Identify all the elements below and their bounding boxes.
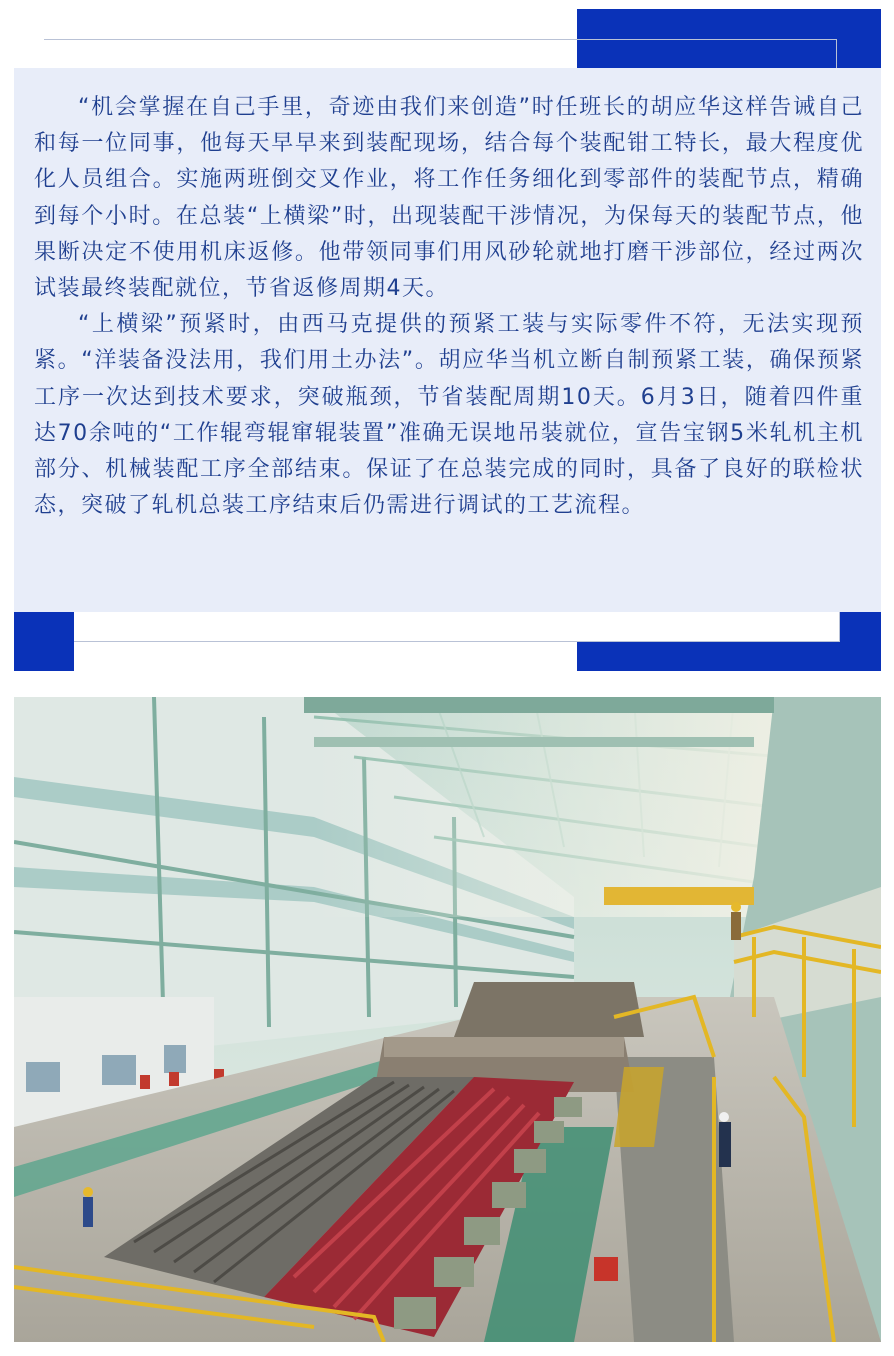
top-divider-line (44, 39, 837, 40)
rolling-mill-factory-hall-photo (14, 697, 881, 1342)
article-paragraph-1: “机会掌握在自己手里，奇迹由我们来创造”时任班长的胡应华这样告诫自己和每一位同事，他每天早早来到装配现场，结合每个装配钳工特长，最大程度优化人员组合。实施两班倒交叉作业，将工作任务细化到零部件的装配节点，精确到每个小时。在总装“上横梁”时，出现装配干涉情况，为保每天的装配节点，他果断决定不使用机床返修。他带领同事们用风砂轮就地打磨干涉部位，经过两次试装最终装配就位，节省返修周期4天。 (34, 95, 864, 302)
top-divider-vline (836, 39, 837, 68)
bottom-left-blue-block (14, 612, 74, 671)
bottom-divider-vline (839, 612, 840, 641)
bottom-divider-line (74, 641, 840, 642)
article-paragraph-2: “上横梁”预紧时，由西马克提供的预紧工装与实际零件不符，无法实现预紧。“洋装备没法用，我们用土办法”。胡应华当机立断自制预紧工装，确保预紧工序一次达到技术要求，突破瓶颈，节省装配周期10天。6月3日，随着四件重达70余吨的“工作辊弯辊窜辊装置”准确无误地吊装就位，宣告宝钢5米轧机主机部分、机械装配工序全部结束。保证了在总装完成的同时，具备了良好的联检状态，突破了轧机总装工序结束后仍需进行调试的工艺流程。 (34, 312, 864, 519)
bottom-right-blue-notch (577, 612, 840, 641)
article-body (34, 90, 864, 524)
